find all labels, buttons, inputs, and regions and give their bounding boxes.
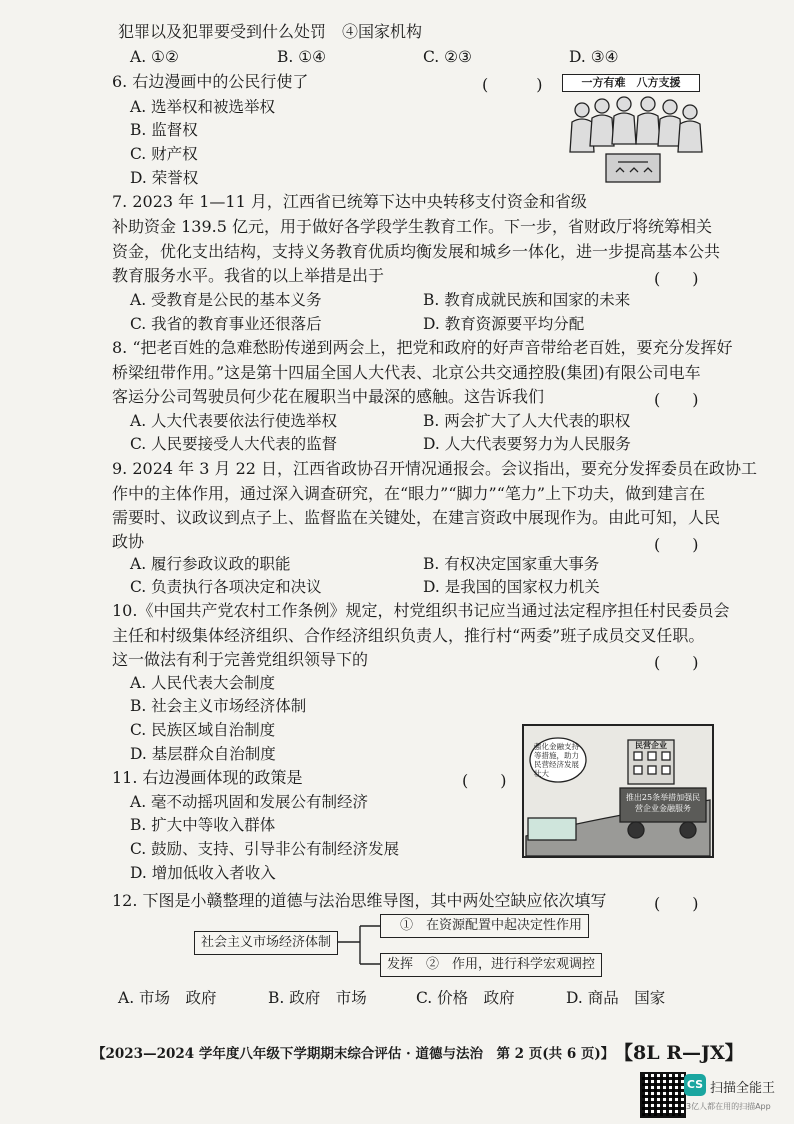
q7-option-a: A. 受教育是公民的基本义务 bbox=[130, 291, 322, 309]
q12-option-d: D. 商品 国家 bbox=[566, 989, 666, 1007]
q8-option-c: C. 人民要接受人大代表的监督 bbox=[130, 435, 338, 453]
q11-option-d: D. 增加低收入者收入 bbox=[130, 864, 276, 882]
q9-option-b: B. 有权决定国家重大事务 bbox=[423, 555, 600, 573]
q6-option-c: C. 财产权 bbox=[130, 145, 198, 163]
q9-option-a: A. 履行参政议政的职能 bbox=[130, 555, 291, 573]
q11-cartoon-truck-label: 推出25条举措加强民营企业金融服务 bbox=[625, 793, 701, 813]
q5-option-b: B. ①④ bbox=[277, 48, 327, 66]
q11-cartoon-sign: 民营企业 bbox=[635, 740, 667, 750]
q6-cartoon-title: 一方有难 八方支援 bbox=[562, 74, 700, 92]
scanner-tagline: 3亿人都在用的扫描App bbox=[686, 1102, 771, 1111]
q5-option-a: A. ①② bbox=[130, 48, 179, 66]
q12-stem: 12. 下图是小赣整理的道德与法治思维导图，其中两处空缺应依次填写 bbox=[112, 891, 607, 910]
q8-option-b: B. 两会扩大了人大代表的职权 bbox=[423, 412, 631, 430]
q10-option-d: D. 基层群众自治制度 bbox=[130, 745, 276, 763]
q8-line-2: 桥梁纽带作用。”这是第十四届全国人大代表、北京公共交通控股(集团)有限公司电车 bbox=[112, 363, 701, 382]
q9-line-1: 9. 2024 年 3 月 22 日，江西省政协召开情况通报会。会议指出，要充分发挥委员在政协工 bbox=[112, 459, 758, 478]
page-footer: 【2023—2024 学年度八年级下学期期末综合评估 · 道德与法治 第 2 页(共 6 页)】 bbox=[92, 1046, 615, 1062]
q7-option-d: D. 教育资源要平均分配 bbox=[423, 315, 585, 333]
q6-stem: 6. 右边漫画中的公民行使了 bbox=[112, 72, 309, 91]
q12-option-c: C. 价格 政府 bbox=[416, 989, 515, 1007]
q7-line-4: 教育服务水平。我省的以上举措是出于 bbox=[112, 266, 385, 285]
q12-option-b: B. 政府 市场 bbox=[268, 989, 367, 1007]
q11-cartoon-bubble: 强化金融支持等措施，助力民营经济发展壮大 bbox=[534, 742, 579, 778]
q10-line-1: 10.《中国共产党农村工作条例》规定，村党组织书记应当通过法定程序担任村民委员会 bbox=[112, 601, 730, 620]
q11-answer-paren: ( ) bbox=[462, 771, 507, 790]
q6-answer-paren: ( ) bbox=[482, 75, 543, 94]
q6-cartoon bbox=[558, 70, 708, 188]
q11-option-b: B. 扩大中等收入群体 bbox=[130, 816, 276, 834]
q9-line-4: 政协 bbox=[112, 532, 145, 551]
q10-line-2: 主任和村级集体经济组织、合作经济组织负责人，推行村“两委”班子成员交叉任职。 bbox=[112, 626, 705, 645]
q8-line-1: 8. “把老百姓的急难愁盼传递到两会上，把党和政府的好声音带给老百姓，要充分发挥好 bbox=[112, 338, 733, 357]
q7-answer-paren: ( ) bbox=[654, 269, 699, 288]
camscanner-logo-icon: CS bbox=[684, 1074, 706, 1096]
q9-answer-paren: ( ) bbox=[654, 535, 699, 554]
edition-code: 【8L R—JX】 bbox=[614, 1042, 744, 1064]
q5-option-d: D. ③④ bbox=[569, 48, 619, 66]
q11-option-a: A. 毫不动摇巩固和发展公有制经济 bbox=[130, 793, 369, 811]
q10-answer-paren: ( ) bbox=[654, 653, 699, 672]
q12-answer-paren: ( ) bbox=[654, 894, 699, 913]
q7-option-b: B. 教育成就民族和国家的未来 bbox=[423, 291, 631, 309]
q6-option-d: D. 荣誉权 bbox=[130, 169, 199, 187]
mindmap-root: 社会主义市场经济体制 bbox=[194, 931, 338, 955]
q8-option-d: D. 人大代表要努力为人民服务 bbox=[423, 435, 631, 453]
q7-line-3: 资金，优化支出结构，支持义务教育优质均衡发展和城乡一体化，进一步提高基本公共 bbox=[112, 242, 721, 261]
q9-line-2: 作中的主体作用，通过深入调查研究，在“眼力”“脚力”“笔力”上下功夫，做到建言在 bbox=[112, 484, 706, 503]
q10-option-a: A. 人民代表大会制度 bbox=[130, 674, 276, 692]
mindmap-branch-1: ① 在资源配置中起决定性作用 bbox=[380, 914, 589, 938]
q10-line-3: 这一做法有利于完善党组织领导下的 bbox=[112, 650, 369, 669]
q8-line-3: 客运分公司驾驶员何少花在履职当中最深的感触。这告诉我们 bbox=[112, 387, 545, 406]
q8-option-a: A. 人大代表要依法行使选举权 bbox=[130, 412, 338, 430]
q10-option-c: C. 民族区域自治制度 bbox=[130, 721, 276, 739]
q9-option-c: C. 负责执行各项决定和决议 bbox=[130, 578, 322, 596]
q7-option-c: C. 我省的教育事业还很落后 bbox=[130, 315, 322, 333]
q5-stem-tail: 犯罪以及犯罪要受到什么处罚 ④国家机构 bbox=[118, 22, 423, 41]
mindmap-branch-2: 发挥 ② 作用，进行科学宏观调控 bbox=[380, 953, 602, 977]
q10-option-b: B. 社会主义市场经济体制 bbox=[130, 697, 307, 715]
q6-option-b: B. 监督权 bbox=[130, 121, 198, 139]
q11-cartoon bbox=[522, 724, 714, 858]
q11-stem: 11. 右边漫画体现的政策是 bbox=[112, 768, 303, 787]
q6-option-a: A. 选举权和被选举权 bbox=[130, 98, 276, 116]
donation-crowd-illustration bbox=[558, 70, 708, 188]
q7-line-1: 7. 2023 年 1—11 月，江西省已统筹下达中央转移支付资金和省级 bbox=[112, 192, 587, 211]
q9-line-3: 需要时、议政议到点子上、监督监在关键处，在建言资政中展现作为。由此可知，人民 bbox=[112, 508, 721, 527]
q11-option-c: C. 鼓励、支持、引导非公有制经济发展 bbox=[130, 840, 400, 858]
qr-code-icon bbox=[640, 1072, 686, 1118]
q8-answer-paren: ( ) bbox=[654, 390, 699, 409]
q9-option-d: D. 是我国的国家权力机关 bbox=[423, 578, 600, 596]
q7-line-2: 补助资金 139.5 亿元，用于做好各学段学生教育工作。下一步，省财政厅将统筹相关 bbox=[112, 217, 712, 236]
q5-option-c: C. ②③ bbox=[423, 48, 472, 66]
scanner-app-name: 扫描全能王 bbox=[710, 1081, 776, 1096]
q12-option-a: A. 市场 政府 bbox=[118, 989, 217, 1007]
